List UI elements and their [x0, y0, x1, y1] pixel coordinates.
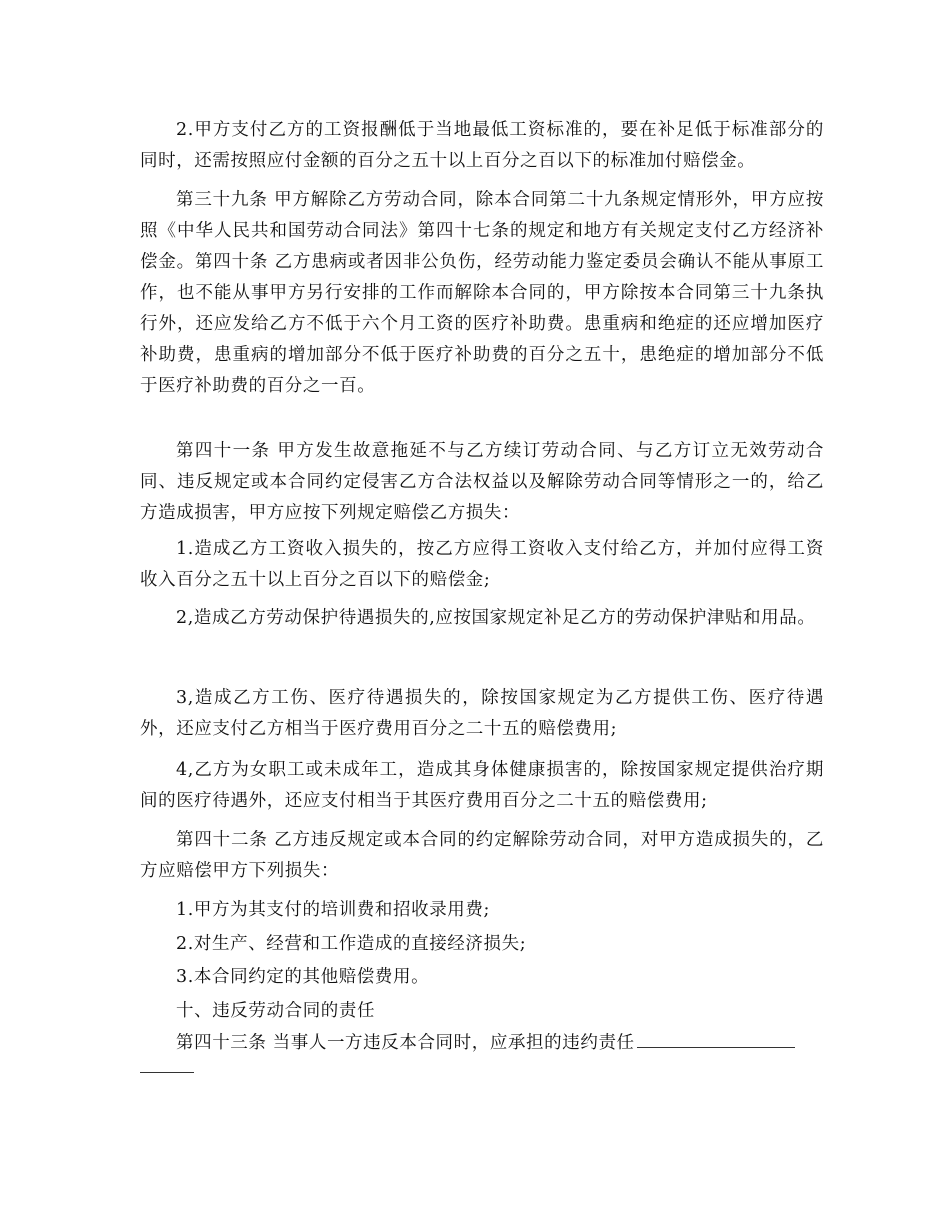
paragraph-item-3-injury-medical: 3,造成乙方工伤、医疗待遇损失的，除按国家规定为乙方提供工伤、医疗待遇外，还应支付乙方相当于医疗费用百分之二十五的赔偿费用;	[140, 688, 824, 739]
paragraph-item-1-wage-loss: 1.造成乙方工资收入损失的，按乙方应得工资收入支付给乙方，并加付应得工资收入百分之五十以上百分之百以下的赔偿金;	[140, 539, 824, 590]
paragraph-item-1-training-fee: 1.甲方为其支付的培训费和招收录用费;	[176, 900, 490, 920]
paragraph-item-3-other-compensation: 3.本合同约定的其他赔偿费用。	[176, 967, 430, 987]
paragraph-item-2-direct-loss: 2.对生产、经营和工作造成的直接经济损失;	[176, 934, 527, 954]
paragraph-article-42: 第四十二条 乙方违反规定或本合同的约定解除劳动合同，对甲方造成损失的，乙方应赔偿甲方下列损失：	[140, 830, 824, 881]
paragraph-article-43	[140, 1028, 840, 1059]
paragraph-item-4-female-minor: 4,乙方为女职工或未成年工，造成其身体健康损害的，除按国家规定提供治疗期间的医疗待遇外，还应支付相当于其医疗费用百分之二十五的赔偿费用;	[140, 760, 824, 811]
paragraph-article-41: 第四十一条 甲方发生故意拖延不与乙方续订劳动合同、与乙方订立无效劳动合同、违反规定或本合同约定侵害乙方合法权益以及解除劳动合同等情形之一的，给乙方造成损害，甲方应按下列规定赔偿乙方损失：	[140, 441, 824, 523]
paragraph-article-39-40: 第三十九条 甲方解除乙方劳动合同，除本合同第二十九条规定情形外，甲方应按照《中华人民共和国劳动合同法》第四十七条的规定和地方有关规定支付乙方经济补偿金。第四十条 乙方患病或者因非公负伤，经劳动能力鉴定委员会确认不能从事原工作，也不能从事甲方另行安排的工作而解除本合同的，甲方除按本合同第三十九条执行外，还应发给乙方不低于六个月工资的医疗补助费。患重病和绝症的还应增加医疗补助费，患重病的增加部分不低于医疗补助费的百分之五十，患绝症的增加部分不低于医疗补助费的百分之一百。	[140, 190, 824, 396]
section-heading-breach-liability: 十、违反劳动合同的责任	[176, 1001, 376, 1021]
fill-in-blank-line-continued	[140, 1072, 194, 1073]
fill-in-blank-line	[637, 1029, 795, 1048]
paragraph-wage-compensation: 2.甲方支付乙方的工资报酬低于当地最低工资标准的，要在补足低于标准部分的同时，还需按照应付金额的百分之五十以上百分之百以下的标准加付赔偿金。	[140, 120, 824, 171]
article-43-text: 第四十三条 当事人一方违反本合同时，应承担的违约责任	[176, 1033, 635, 1053]
paragraph-item-2-labor-protection: 2,造成乙方劳动保护待遇损失的,应按国家规定补足乙方的劳动保护津贴和用品。	[176, 608, 816, 628]
